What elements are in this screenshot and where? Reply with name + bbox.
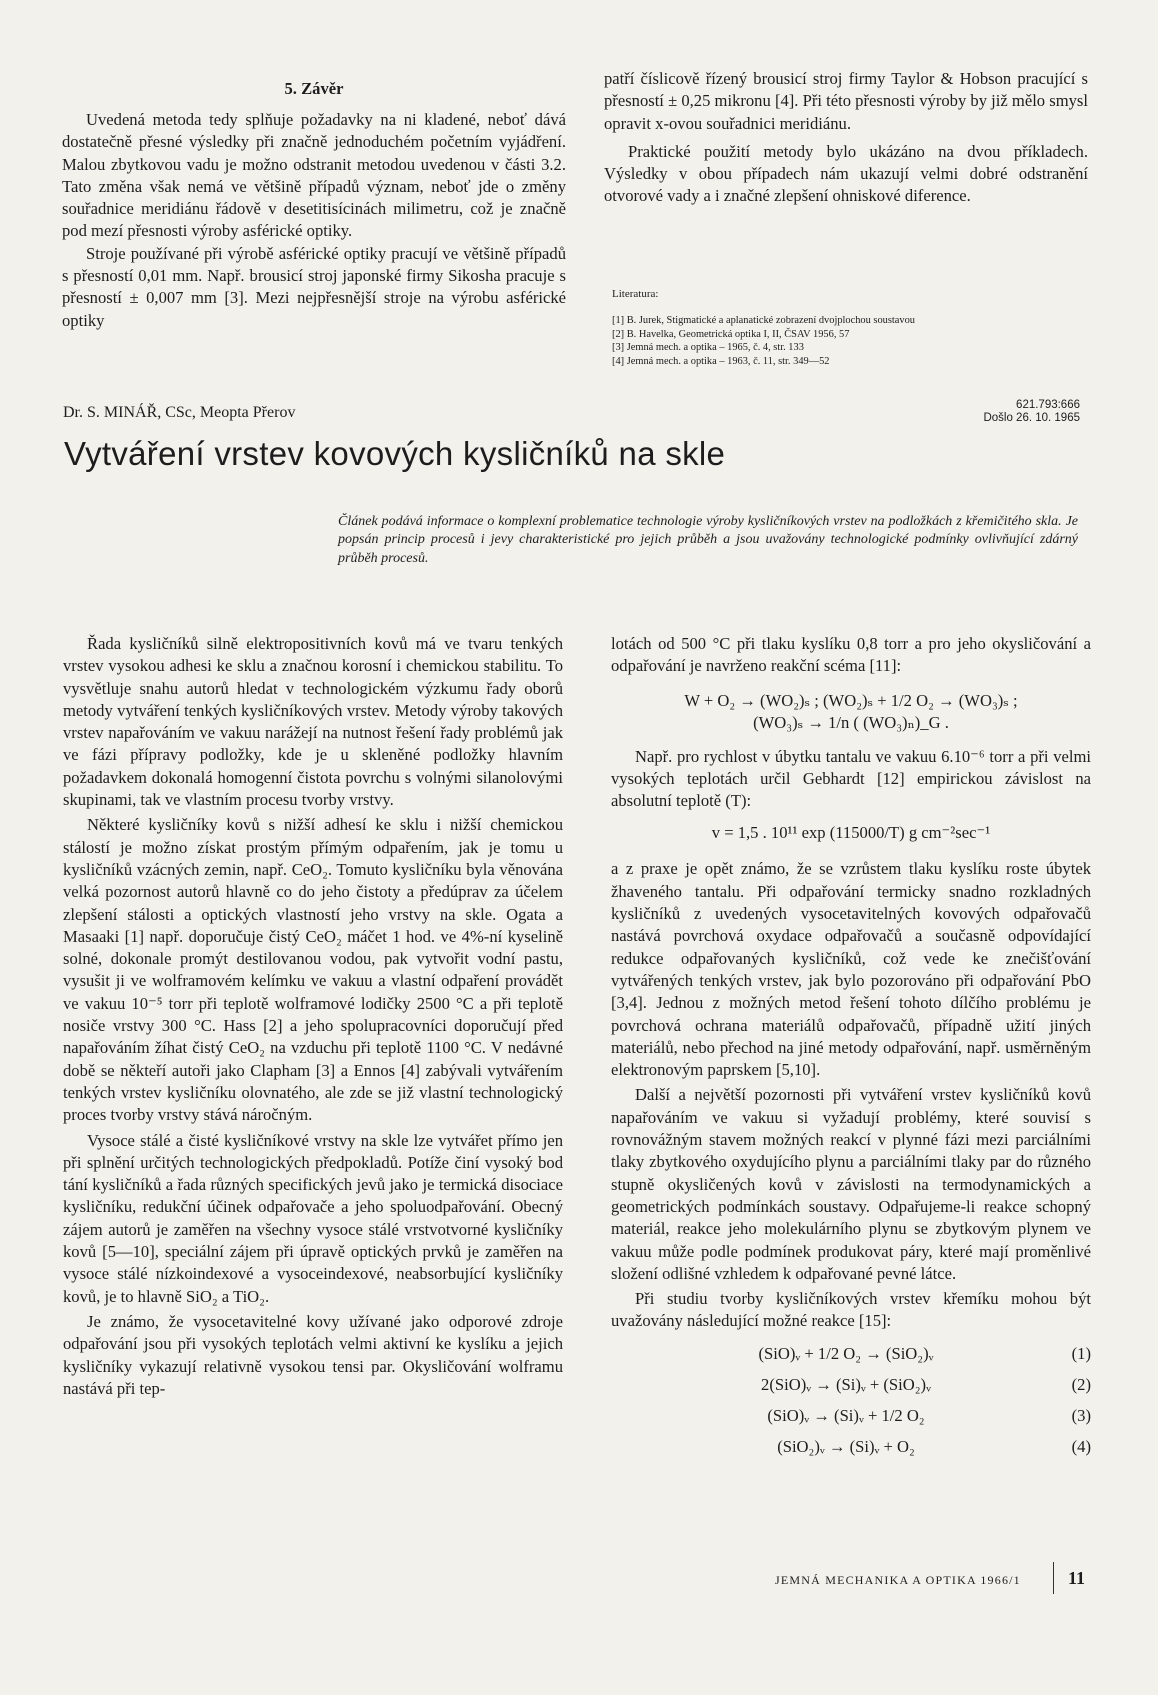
reference-item: [3] Jemná mech. a optika – 1965, č. 4, str. 133 <box>612 342 804 353</box>
zaver-paragraph-4: Praktické použití metody bylo ukázáno na dvou příkladech. Výsledky v obou případech nám ukazují velmi dobré odstranění otvorové vady a i značné zlepšení ohniskové diference. <box>604 141 1088 206</box>
reaction-formula: (SiO)ᵥ → (Si)ᵥ + 1/2 O₂ <box>767 1405 925 1425</box>
udc-code: 621.793:666 <box>1016 399 1080 411</box>
reaction-formula: 2(SiO)ᵥ → (Si)ᵥ + (SiO₂)ᵥ <box>761 1374 931 1394</box>
right-paragraph-5: Při studiu tvorby kysličníkových vrstev křemíku mohou být uvažovány následující možné reakce [15]: <box>611 1289 1091 1331</box>
left-paragraph-4: Je známo, že vysocetavitelné kovy užívané jako odporové zdroje odpařování jsou při vysokých teplotách velmi aktivní ke kyslíku a jejich kysličníky vykazují relativně vysokou tensi par. Okysličování wolframu nastává při tep- <box>63 1311 563 1398</box>
reaction-number: (3) <box>1071 1405 1091 1425</box>
reaction-row <box>641 1405 1091 1427</box>
reference-item: [2] B. Havelka, Geometrická optika I, II, ČSAV 1956, 57 <box>612 328 850 340</box>
reaction-number: (2) <box>1071 1374 1091 1394</box>
reference-item: [4] Jemná mech. a optika – 1963, č. 11, str. 349—52 <box>612 355 830 367</box>
page-number: 11 <box>1068 1568 1086 1588</box>
right-column <box>611 633 1091 1458</box>
zaver-paragraph-2: Stroje používané při výrobě asférické optiky pracují ve většině případů s přesností 0,01 mm. Např. brousicí stroj japonské firmy Sikosha pracuje s přesností ± 0,007 mm [3]. Mezi nejpřesnější stroje na výrobu asférické optiky <box>62 243 566 330</box>
left-column <box>63 633 563 1400</box>
reference-list <box>612 314 1082 368</box>
footer-divider <box>1053 1562 1054 1594</box>
references <box>612 288 1082 368</box>
reaction-number: (1) <box>1071 1343 1091 1363</box>
reaction-formula: (SiO₂)ᵥ → (Si)ᵥ + O₂ <box>777 1436 915 1456</box>
rate-equation: v = 1,5 . 10¹¹ exp (115000/T) g cm⁻²sec⁻¹ <box>711 823 991 843</box>
reaction-row <box>641 1436 1091 1458</box>
journal-footer: JEMNÁ MECHANIKA A OPTIKA 1966/1 <box>775 1573 1021 1587</box>
reference-item: [1] B. Jurek, Stigmatické a aplanatické zobrazení dvojplochou soustavou <box>612 315 915 326</box>
article-title: Vytváření vrstev kovových kysličníků na skle <box>64 435 726 472</box>
article-abstract: Článek podává informace o komplexní problematice technologie výroby kysličníkových vrstev na podložkách z křemičitého skla. Je popsán princip procesů i jevy charakteristické pro jejich průběh a jsou uvažovány technologické podmínky ovlivňující zdárný průběh procesů. <box>338 514 1078 566</box>
reaction-row <box>641 1374 1091 1396</box>
reaction-row <box>641 1343 1091 1365</box>
received-date: Došlo 26. 10. 1965 <box>983 412 1080 424</box>
zaver-section-continued <box>604 68 1088 208</box>
reaction-list <box>611 1343 1091 1458</box>
right-paragraph-4: Další a největší pozornosti při vytváření vrstev kysličníků kovů napařováním ve vakuu si vyžadují problémy, které souvisí s rovnovážným stavem možných reakcí v plynné fázi mezi parciálními tlaky zbytkového oxydujícího plynu a parciálními tlaky par do různého stupně okysličených kovů v závislosti na termodynamických a geometrických podmínkách soustavy. Odpařujeme-li reakce schopný materiál, reakce jeho molekulárního plynu se zbytkovým plynem ve vakuu může podle podmínek produkovat páry, které mají proměnlivé složení odlišné vzhledem k odpařované pevné látce. <box>611 1085 1091 1283</box>
references-label: Literatura: <box>612 288 659 300</box>
left-paragraph-1: Řada kysličníků silně elektropositivních kovů má ve tvaru tenkých vrstev vysokou adhesi ke sklu a značnou korosní i chemickou stabilitu. To vysvětluje snahu autorů hledat v technologickém výzkumu řady oborů metody vytváření tenkých kysličníkových vrstev. Metody výroby takových vrstev napařováním ve vakuu narážejí na nutnost řešení řady problémů jak ve fázi přípravy podložky, kde je u skleněné podložky hlavním požadavkem dokonalá homogenní čistota povrchu s volnými silanolovými skupinami, tak ve vlastním procesu tvorby vrstvy. <box>63 634 563 810</box>
left-paragraph-3: Vysoce stálé a čisté kysličníkové vrstvy na skle lze vytvářet přímo jen při splnění určitých technologických předpokladů. Potíže činí vysoký bod tání kysličníků a řada různých specifických jevů jako je termická disociace kysličníku, redukční účinek odpařovače a jeho spoluodpařování. Obecný zájem autorů je zaměřen na všechny vysoce stálé vrstvotvorné kysličníky kovů [5—10], speciální zájem při úpravě optických prvků je zaměřen na vysoce stálé nízkoindexové a vysoceindexové, neabsorbující kysličníky kovů, je to hlavně SiO₂ a TiO₂. <box>63 1130 563 1306</box>
article-author: Dr. S. MINÁŘ, CSc, Meopta Přerov <box>63 404 296 421</box>
zaver-section <box>62 78 566 332</box>
section-heading: 5. Závěr <box>284 79 344 98</box>
reaction-scheme-line-2: (WO₃)ₛ → 1/n ( (WO₃)ₙ)_G . <box>753 712 949 732</box>
reaction-number: (4) <box>1071 1436 1091 1456</box>
right-paragraph-2: Např. pro rychlost v úbytku tantalu ve vakuu 6.10⁻⁶ torr a při velmi vysokých teplotách určil Gebhardt [12] empirickou závislost na absolutní teplotě (T): <box>611 746 1091 811</box>
udc-and-received <box>880 399 1080 425</box>
right-paragraph-1: lotách od 500 °C při tlaku kyslíku 0,8 torr a pro jeho okysličování a odpařování je navrženo reakční scéma [11]: <box>611 634 1091 676</box>
reaction-formula: (SiO)ᵥ + 1/2 O₂ → (SiO₂)ᵥ <box>758 1343 934 1363</box>
reaction-scheme-line-1: W + O₂ → (WO₂)ₛ ; (WO₂)ₛ + 1/2 O₂ → (WO₃)ₛ ; <box>684 690 1018 710</box>
left-paragraph-2: Některé kysličníky kovů s nižší adhesí ke sklu i nižší chemickou stálostí je možno získat prostým přímým odpařením, jak je tomu u kysličníků vzácných zemin, např. CeO₂. Tomuto kysličníku byla věnována velká pozornost autorů hlavně co do jeho čistoty a předúprav za účelem zlepšení stálosti a optických vlastností jeho vrstvy na skle. Ogata a Masaaki [1] např. doporučuje čistý CeO₂ máčet 1 hod. ve 4%-ní kyselině solné, dokonale promýt destilovanou vodou, pak vytvořit vodní pastu, vysušit ji ve wolframovém kelímku ve vakuu a vlastní odpaření provádět ve vakuu 10⁻⁵ torr při teplotě wolframové lodičky 2500 °C a při teplotě nosiče vrstvy 300 °C. Hass [2] a jeho spolupracovníci doporučují před napařováním žíhat čistý CeO₂ na vzduchu při teplotě 1100 °C. V nedávné době se někteří autoři jako Clapham [3] a Ennos [4] zabývali vytvářením tenkých vrstev kysličníku olovnatého, ale zde se již vlastní technologický proces tvorby vrstvy stává náročným. <box>63 815 563 1125</box>
right-paragraph-3: a z praxe je opět známo, že se vzrůstem tlaku kyslíku roste úbytek žhaveného tantalu. Při odpařování termicky snadno rozkladných kysličníků z uvedených vysocetavitelných kovových odpařovačů nastává povrchová oxydace odpařovačů a současně odpovídající redukce odpařovaných kysličníků, což vede ke znečišťování vytvářených tenkých vrstev, jak bylo pozorováno při odpařování PbO [3,4]. Jednou z možných metod řešení tohoto dílčího problému je povrchová ochrana materiálů odpařovačů, případně užití jiných materiálů, nebo přechod na jiné metody odpařování, např. usměrněným elektronovým paprskem [5,10]. <box>611 859 1091 1080</box>
zaver-paragraph-3: patří číslicově řízený brousicí stroj firmy Taylor & Hobson pracující s přesností ± 0,25 mikronu [4]. Při této přesnosti výroby by již mělo smysl opravit x-ovou souřadnici meridiánu. <box>604 69 1088 133</box>
zaver-paragraph-1: Uvedená metoda tedy splňuje požadavky na ni kladené, neboť dává dostatečně přesné výsledky při značně jednoduchém početním vyjádření. Malou zbytkovou vadu je možno odstranit metodou uvedenou v části 3.2. Tato změna však nemá ve většině případů význam, neboť jde o změny souřadnice meridiánu řádově v desetitisícinách milimetru, což je značně pod mezí přesnosti výroby asférické optiky. <box>62 110 566 241</box>
